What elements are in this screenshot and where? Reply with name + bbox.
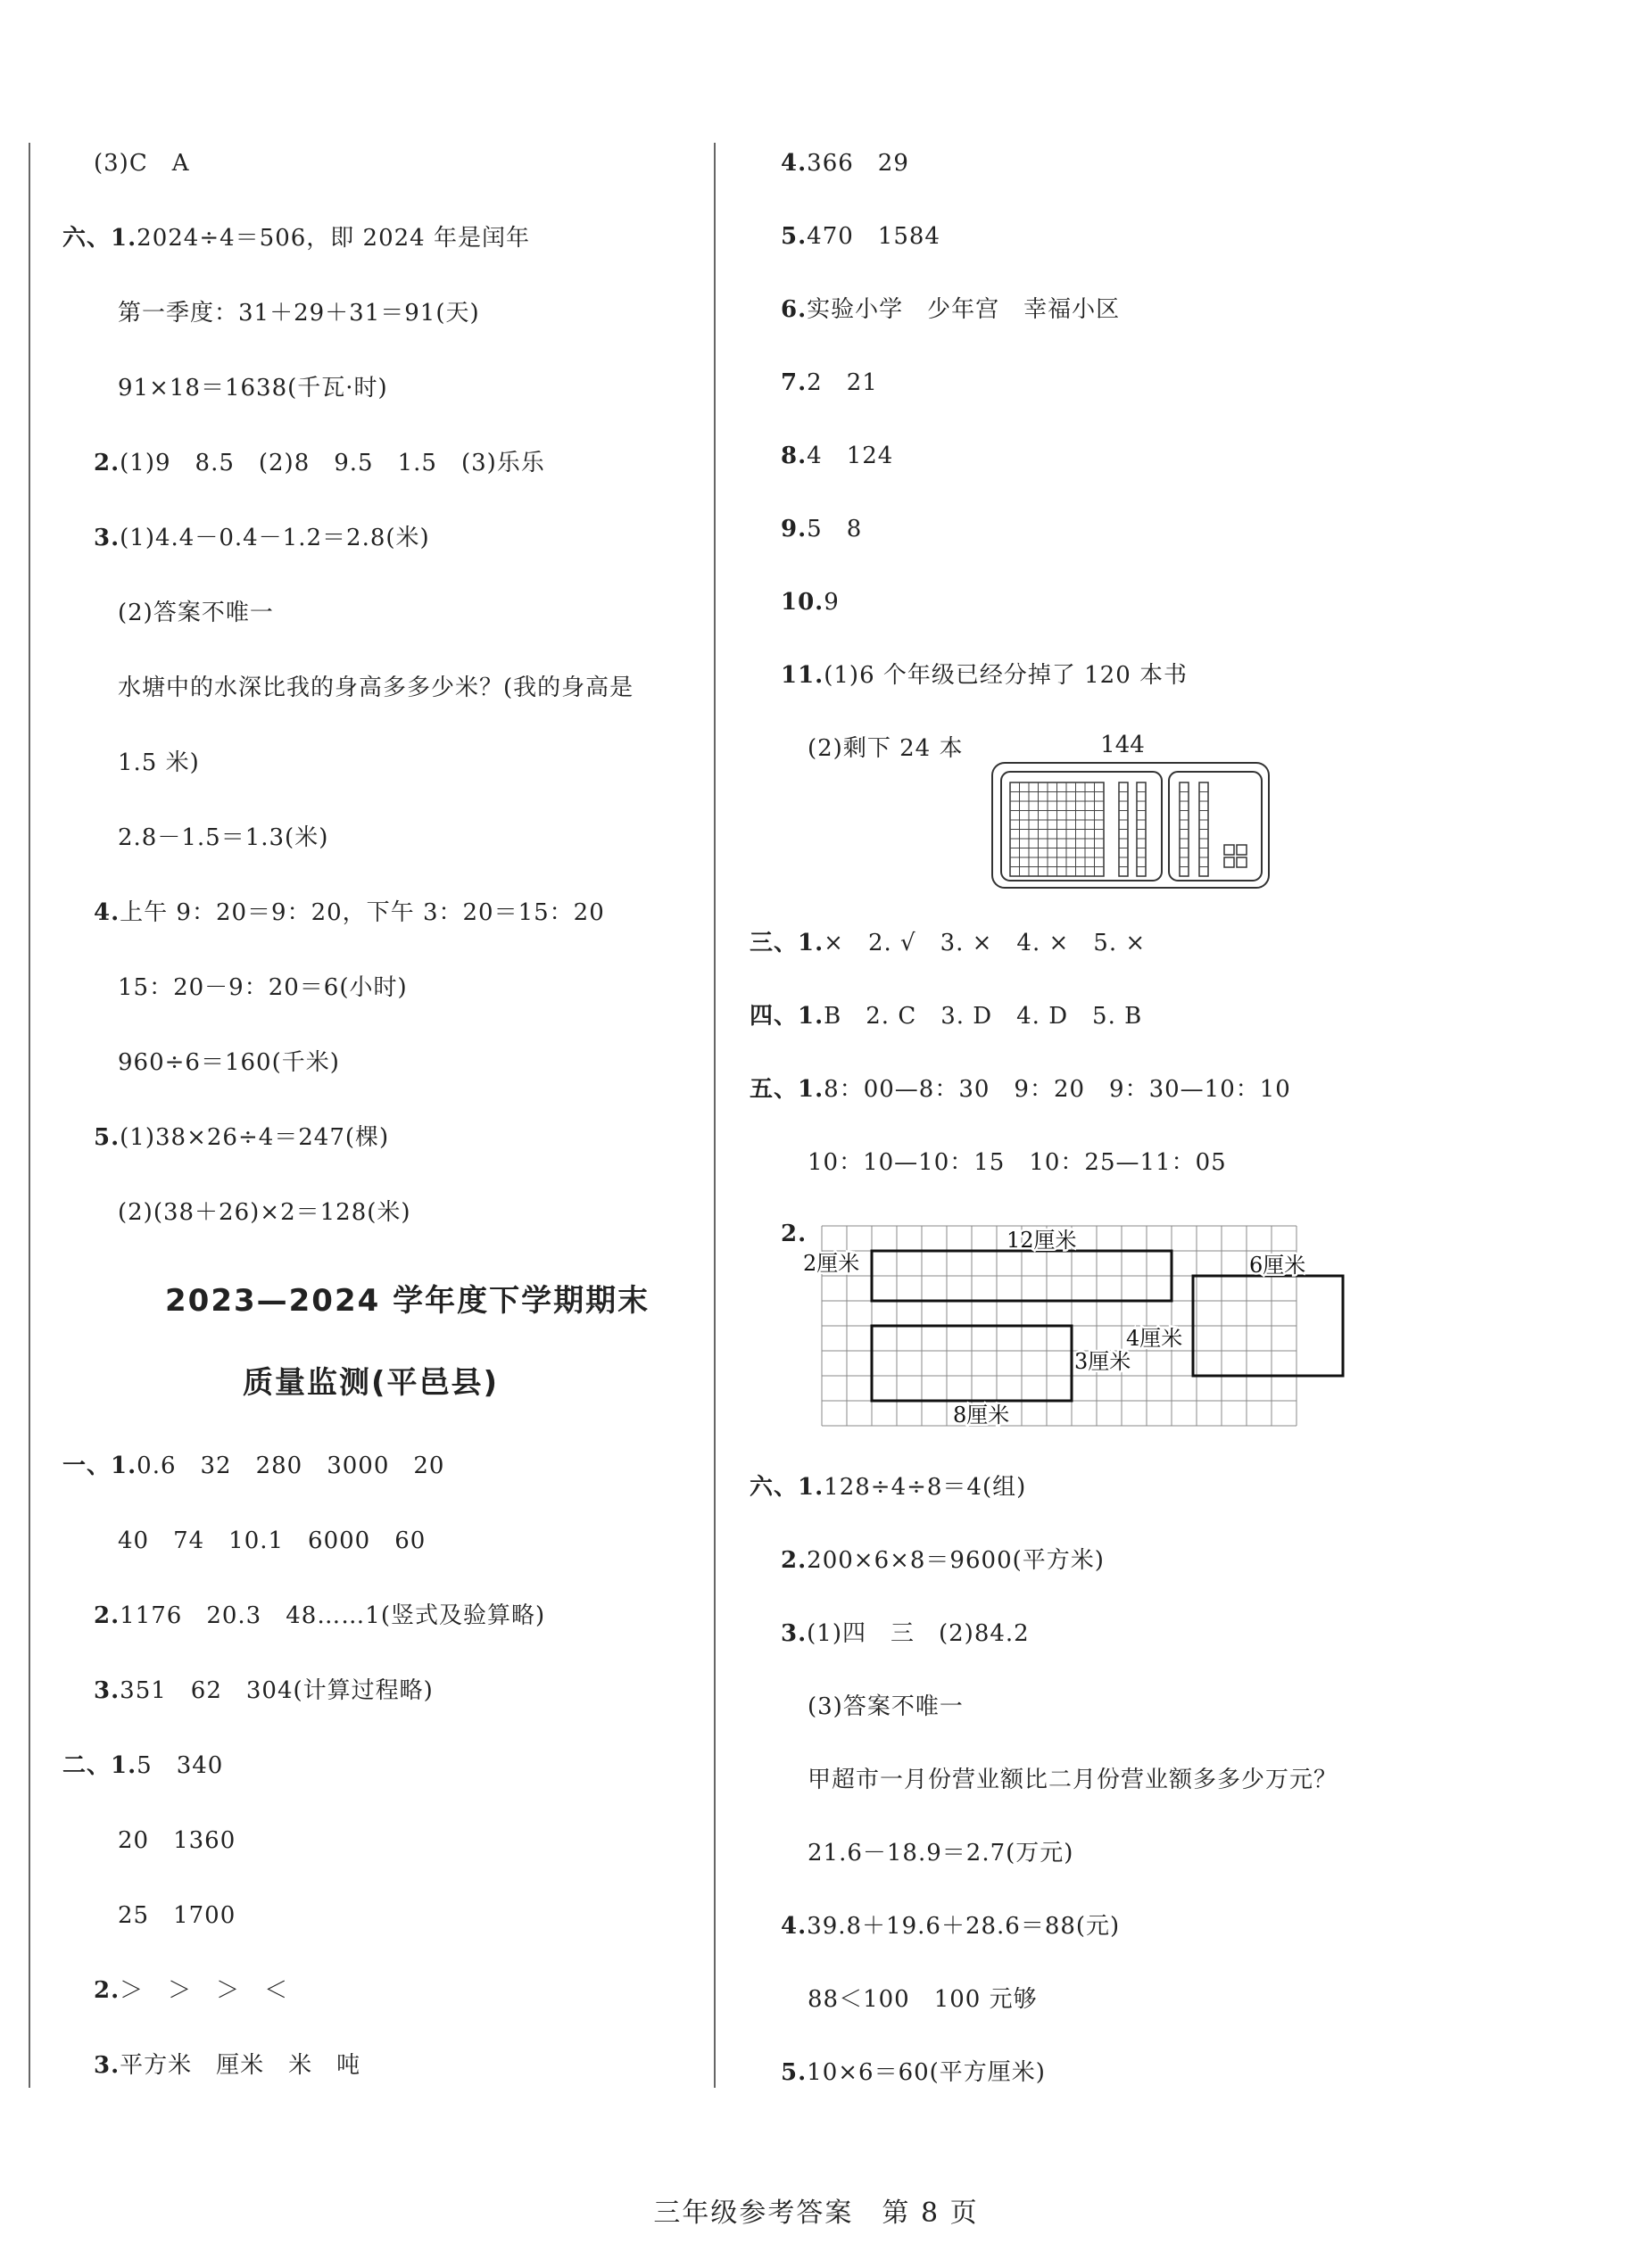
answer-line: 7.2 21	[781, 369, 878, 396]
label-6cm: 6厘米	[1249, 1253, 1306, 1278]
answer-line: 六、1.128÷4÷8＝4(组)	[750, 1474, 1027, 1501]
answer-line: 五、1.8：00—8：30 9：20 9：30—10：10	[750, 1076, 1291, 1103]
answer-line: 第一季度：31＋29＋31＝91(天)	[118, 300, 480, 327]
label-2cm: 2厘米	[803, 1251, 860, 1276]
base-ten-blocks-figure	[989, 727, 1274, 892]
answer-line: (2)剩下 24 本	[808, 735, 964, 762]
answer-line: 3.平方米 厘米 米 吨	[94, 2052, 361, 2079]
answer-line: 91×18＝1638(千瓦·时)	[118, 375, 388, 401]
ten-rod-blocks	[1119, 782, 1208, 876]
answer-line: 25 1700	[118, 1902, 236, 1929]
left-margin-rule	[29, 143, 30, 2088]
answer-line: 2.8－1.5＝1.3(米)	[118, 824, 329, 851]
answer-line: 10.9	[781, 589, 840, 616]
answer-line: 甲超市一月份营业额比二月份营业额多多少万元？	[808, 1767, 1338, 1793]
answer-line: 3.(1)4.4－0.4－1.2＝2.8(米)	[94, 525, 430, 551]
answer-line: 2.1176 20.3 48……1(竖式及验算略)	[94, 1602, 546, 1629]
answer-line: 1.5 米)	[118, 749, 200, 776]
answer-line: (3)答案不唯一	[808, 1693, 964, 1720]
answer-line: 960÷6＝160(千米)	[118, 1049, 340, 1076]
answer-line: 4.366 29	[781, 150, 909, 177]
blocks-outer-frame	[992, 763, 1269, 888]
answer-line: 10：10—10：15 10：25—11：05	[808, 1149, 1227, 1176]
answer-line: (2)答案不唯一	[118, 600, 274, 626]
answer-line: 2.＞ ＞ ＞ ＜	[94, 1977, 289, 2004]
answer-line: 六、1.2024÷4＝506，即 2024 年是闰年	[62, 225, 530, 252]
answer-line: 三、1.× 2. √ 3. × 4. × 5. ×	[750, 930, 1147, 956]
hundred-flat-block	[1010, 782, 1104, 876]
answer-line: 二、1.5 340	[62, 1752, 224, 1779]
answer-line: 11.(1)6 个年级已经分掉了 120 本书	[781, 662, 1189, 689]
label-12cm: 12厘米	[1007, 1228, 1077, 1253]
answer-line: 15：20－9：20＝6(小时)	[118, 974, 408, 1001]
answer-line: 3.351 62 304(计算过程略)	[94, 1677, 434, 1704]
answer-line: 21.6－18.9＝2.7(万元)	[808, 1840, 1074, 1867]
page-footer: 三年级参考答案 第 8 页	[653, 2198, 979, 2229]
section-subtitle: 质量监测(平邑县)	[243, 1365, 500, 1401]
answer-line: 四、1.B 2. C 3. D 4. D 5. B	[750, 1003, 1143, 1030]
answer-line: 一、1.0.6 32 280 3000 20	[62, 1453, 445, 1479]
answer-line: 4.39.8＋19.6＋28.6＝88(元)	[781, 1913, 1121, 1940]
blocks-frame-left	[1001, 772, 1162, 881]
answer-line: 2.	[781, 1221, 808, 1247]
answer-line: 4.上午 9：20＝9：20，下午 3：20＝15：20	[94, 899, 605, 926]
unit-cube-blocks	[1224, 845, 1247, 867]
blocks-frame-right	[1169, 772, 1262, 881]
label-4cm: 4厘米	[1126, 1326, 1183, 1351]
answer-line: 5.10×6＝60(平方厘米)	[781, 2059, 1046, 2086]
answer-line: 88＜100 100 元够	[808, 1986, 1038, 2013]
answer-line: 5.(1)38×26÷4＝247(棵)	[94, 1124, 390, 1151]
answer-line: 6.实验小学 少年宫 幸福小区	[781, 296, 1121, 323]
answer-line: 8.4 124	[781, 443, 894, 469]
answer-line: 2.(1)9 8.5 (2)8 9.5 1.5 (3)乐乐	[94, 450, 545, 476]
answer-line: (3)C A	[94, 150, 190, 177]
blocks-total-label: 144	[1100, 732, 1145, 758]
answer-line: 20 1360	[118, 1827, 236, 1854]
column-divider	[714, 143, 716, 2088]
section-title: 2023—2024 学年度下学期期末	[165, 1283, 650, 1319]
answer-line: 3.(1)四 三 (2)84.2	[781, 1620, 1030, 1647]
answer-line: 水塘中的水深比我的身高多多少米？(我的身高是	[118, 675, 634, 701]
label-3cm: 3厘米	[1074, 1349, 1131, 1374]
label-8cm: 8厘米	[953, 1403, 1010, 1428]
answer-line: 5.470 1584	[781, 223, 940, 250]
answer-line: 40 74 10.1 6000 60	[118, 1527, 427, 1554]
rectangles-grid-figure	[803, 1224, 1374, 1438]
answer-line: 9.5 8	[781, 516, 863, 542]
answer-line: 2.200×6×8＝9600(平方米)	[781, 1547, 1105, 1574]
answer-line: (2)(38＋26)×2＝128(米)	[118, 1199, 411, 1226]
